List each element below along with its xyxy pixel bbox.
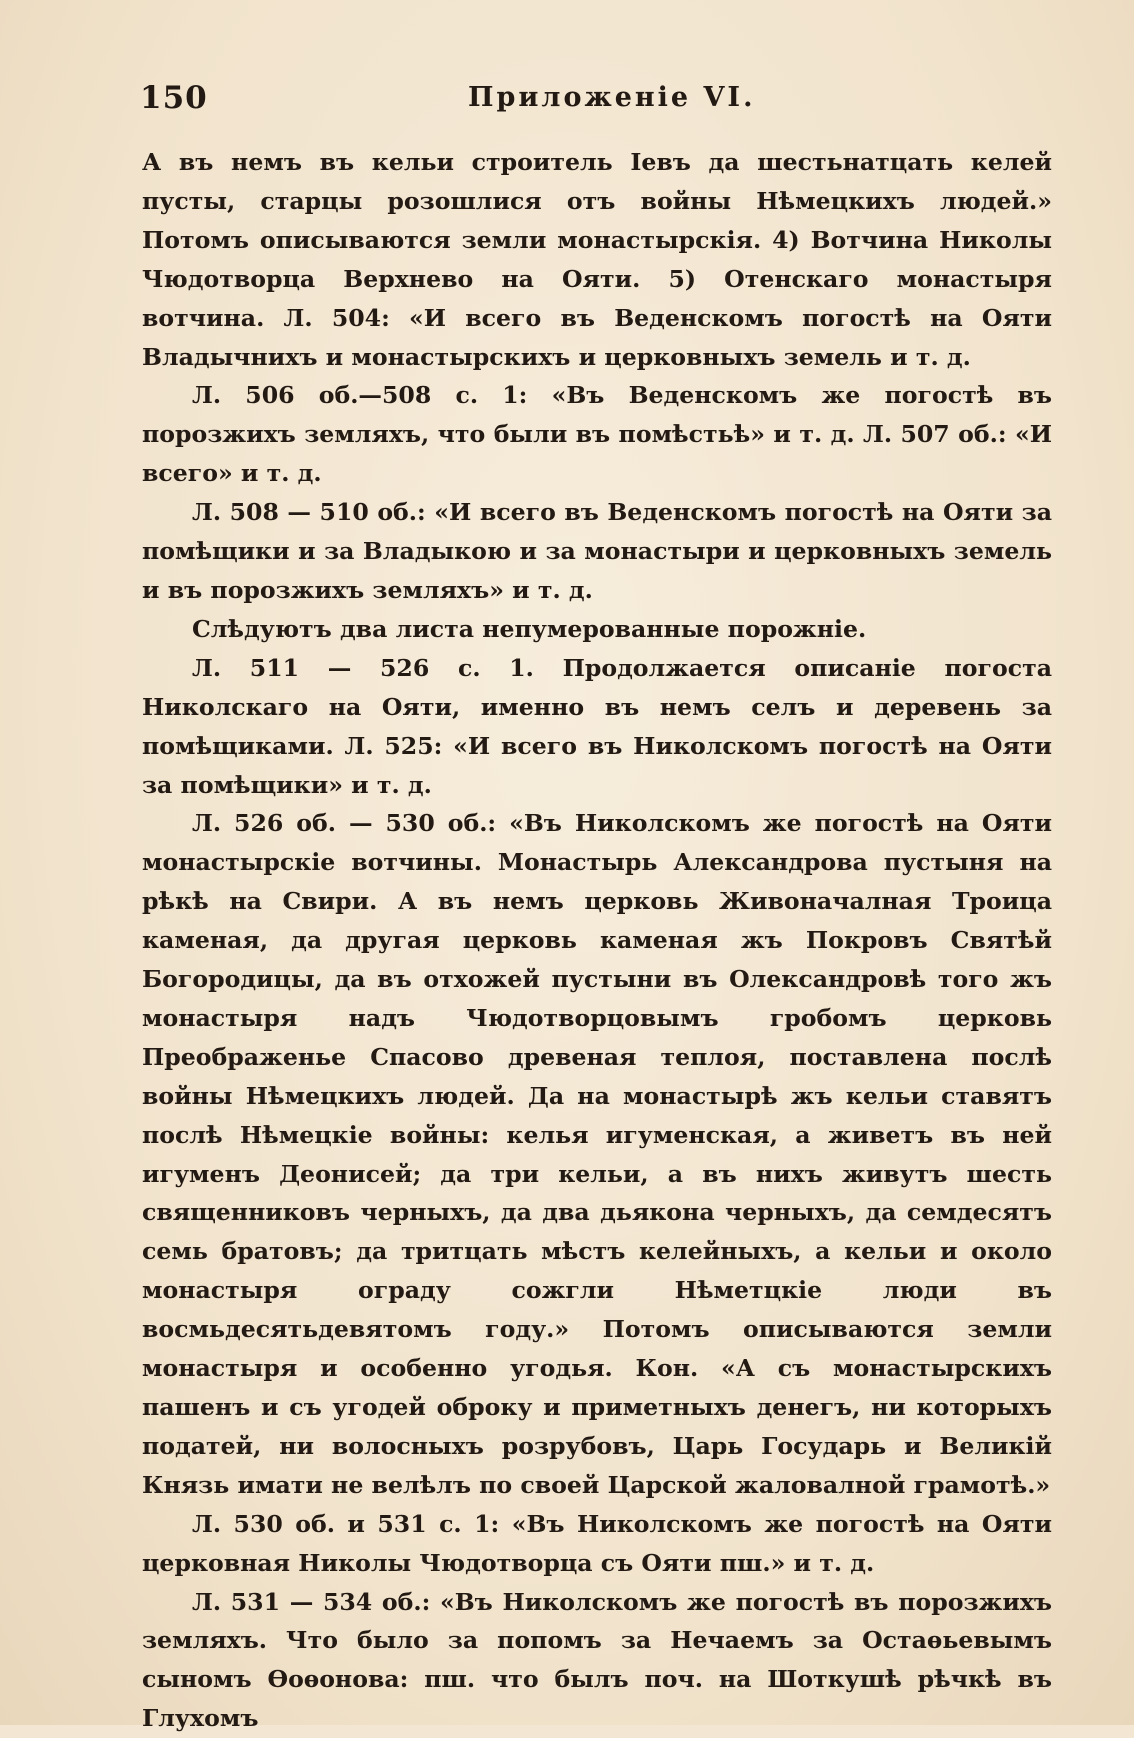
paragraph: Л. 506 об.—508 с. 1: «Въ Веденскомъ же погостѣ въ порозжихъ земляхъ, что были въ помѣстьѣ» и т. д. Л. 507 об.: «И всего» и т. д. xyxy=(142,381,1052,488)
paragraph: Л. 530 об. и 531 с. 1: «Въ Николскомъ же погостѣ на Ояти церковная Николы Чюдотворца съ Ояти пш.» и т. д. xyxy=(142,1509,1052,1577)
paragraph: Л. 531 — 534 об.: «Въ Николскомъ же погостѣ въ порозжихъ земляхъ. Что было за попомъ за Нечаемъ за Остаѳьевымъ сыномъ Ѳоѳонова: пш. что былъ поч. на Шоткушѣ рѣчкѣ въ Глухомъ xyxy=(142,1587,1052,1733)
paragraph: Л. 511 — 526 с. 1. Продолжается описаніе погоста Николскаго на Ояти, именно въ немъ селъ и деревень за помѣщиками. Л. 525: «И всего въ Николскомъ погостѣ на Ояти за помѣщики» и т. д. xyxy=(142,653,1052,799)
page-number: 150 xyxy=(140,80,208,116)
paragraph: Л. 526 об. — 530 об.: «Въ Николскомъ же погостѣ на Ояти монастырскіе вотчины. Монастырь Александрова пустыня на рѣкѣ на Свири. А въ немъ церковь Живоначалная Троица каменая, да другая церковь каменая жъ Покровъ Святѣй Богородицы, да въ отхожей пустыни въ Олександровѣ того жъ монастыря надъ Чюдотворцовымъ гробомъ церковь Преображенье Спасово древеная теплоя, поставлена послѣ войны Нѣмецкихъ людей. Да на монастырѣ жъ кельи ставятъ послѣ Нѣмецкіе войны: келья игуменская, а живетъ въ ней игуменъ Деонисей; да три кельи, а въ нихъ живутъ шесть священниковъ черныхъ, да два дьякона черныхъ, да семдесятъ семь братовъ; да тритцать мѣстъ келейныхъ, а кельи и около монастыря ограду сожгли Нѣметцкіе люди въ восмьдесятьдевятомъ году.» Потомъ описываются земли монастыря и особенно угодья. Кон. «А съ монастырскихъ пашенъ и съ угодей оброку и приметныхъ денегъ, ни которыхъ податей, ни волосныхъ розрубовъ, Царь Государь и Великій Князь имати не велѣлъ по своей Царской жаловалной грамотѣ.» xyxy=(142,809,1052,1499)
paragraph: Л. 508 — 510 об.: «И всего въ Веденскомъ погостѣ на Ояти за помѣщики и за Владыкою и за монастыри и церковныхъ земель и въ порозжихъ земляхъ» и т. д. xyxy=(142,498,1052,604)
page-header xyxy=(140,80,1060,120)
body-text xyxy=(142,143,1052,1738)
running-title: Приложеніе VI. xyxy=(468,82,756,113)
paragraph: А въ немъ въ кельи строитель Іевъ да шестьнатцать келей пусты, старцы розошлися отъ войны Нѣмецкихъ людей.» Потомъ описываются земли монастырскія. 4) Вотчина Николы Чюдотворца Верхнево на Ояти. 5) Отенскаго монастыря вотчина. Л. 504: «И всего въ Веденскомъ погостѣ на Ояти Владычнихъ и монастырскихъ и церковныхъ земель и т. д. xyxy=(142,148,1052,371)
paragraph: Слѣдуютъ два листа непумерованные порожніе. xyxy=(192,614,867,643)
